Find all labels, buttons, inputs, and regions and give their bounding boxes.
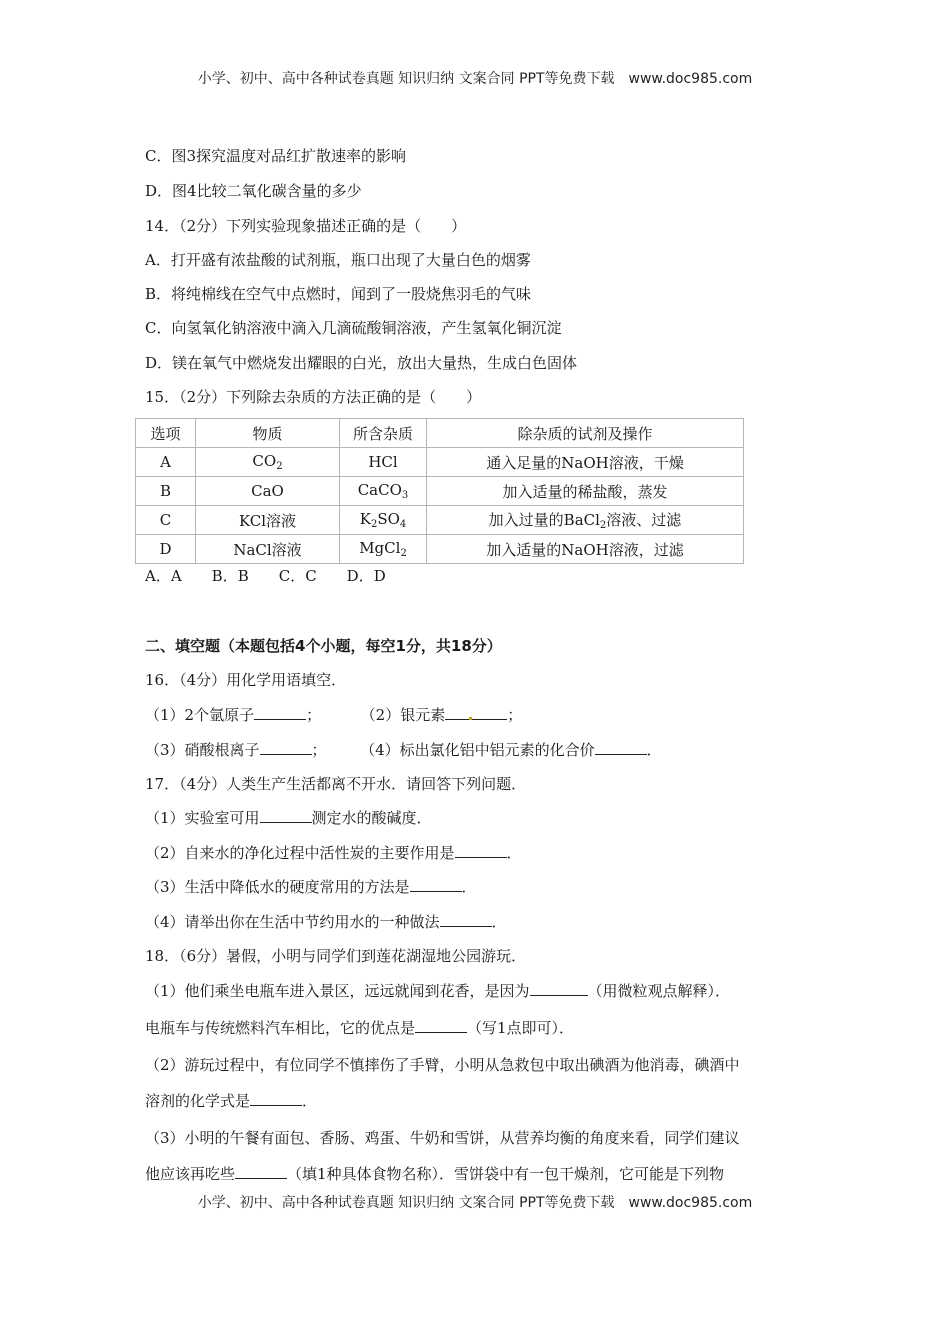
section-2-title: 二、填空题（本题包括4个小题，每空1分，共18分） (145, 637, 502, 655)
q16-stem: 16．（4分）用化学用语填空． (145, 671, 347, 689)
table-row (136, 506, 744, 535)
table-header-row (136, 419, 744, 448)
page-footer: 小学、初中、高中各种试卷真题 知识归纳 文案合同 PPT等免费下载 www.doc985.com (197, 1195, 753, 1211)
cell-substance: CaO (196, 477, 340, 506)
cell-method: 通入足量的NaOH溶液，干燥 (427, 448, 744, 477)
q18-stem: 18．（6分）暑假，小明与同学们到莲花湖湿地公园游玩． (145, 947, 527, 965)
q17-part-4: （4）请举出你在生活中节约用水的一种做法 ． (145, 913, 507, 931)
q17-part-1: （1）实验室可用 测定水的酸碱度． (145, 809, 432, 827)
col-header-method: 除杂质的试剂及操作 (427, 419, 744, 448)
q14-option-d: D．镁在氧气中燃烧发出耀眼的白光，放出大量热，生成白色固体 (145, 354, 578, 372)
cell-substance: NaCl溶液 (196, 535, 340, 564)
q14-option-a: A．打开盛有浓盐酸的试剂瓶，瓶口出现了大量白色的烟雾 (145, 251, 531, 269)
col-header-impurity: 所含杂质 (340, 419, 427, 448)
cell-option: A (136, 448, 196, 477)
cell-impurity: $K_2SO_4$ (340, 506, 427, 535)
col-header-substance: 物质 (196, 419, 340, 448)
q17-stem: 17．（4分）人类生产生活都离不开水．请回答下列问题． (145, 775, 527, 793)
cell-substance: KCl溶液 (196, 506, 340, 535)
q15-choices: A．A B．B C．C D．D (145, 567, 386, 585)
q13-option-c: C．图3探究温度对品红扩散速率的影响 (145, 147, 407, 165)
table-row (136, 477, 744, 506)
q15-table (135, 418, 744, 564)
q14-option-b: B．将纯棉线在空气中点燃时，闻到了一股烧焦羽毛的气味 (145, 285, 532, 303)
q14-stem: 14．（2分）下列实验现象描述正确的是（ ） (145, 217, 467, 235)
cell-method: 加入适量的稀盐酸，蒸发 (427, 477, 744, 506)
q18-part-2: （2）游玩过程中，有位同学不慎摔伤了手臂，小明从急救包中取出碘酒为他消毒，碘酒中 (145, 1056, 740, 1074)
table-row (136, 535, 744, 564)
q18-part-2-cont: 溶剂的化学式是 ． (145, 1092, 318, 1110)
page-header: 小学、初中、高中各种试卷真题 知识归纳 文案合同 PPT等免费下载 www.doc985.com (197, 71, 753, 87)
cell-option: C (136, 506, 196, 535)
q18-part-1: （1）他们乘坐电瓶车进入景区，远远就闻到花香，是因为 （用微粒观点解释）． (145, 982, 731, 1000)
cell-impurity: MgCl$_2$ (340, 535, 427, 564)
cell-option: D (136, 535, 196, 564)
q16-line-2: （3）硝酸根离子 ； （4）标出氯化铝中铝元素的化合价 ． (145, 741, 662, 759)
cell-impurity: CaCO$_3$ (340, 477, 427, 506)
cell-option: B (136, 477, 196, 506)
cell-substance: $CO_2$ (196, 448, 340, 477)
q14-option-c: C．向氢氧化钠溶液中滴入几滴硫酸铜溶液，产生氢氧化铜沉淀 (145, 319, 562, 337)
cell-method: 加入过量的BaCl$_2$溶液、过滤 (427, 506, 744, 535)
q13-option-d: D．图4比较二氧化碳含量的多少 (145, 182, 362, 200)
q17-part-3: （3）生活中降低水的硬度常用的方法是 ． (145, 878, 477, 896)
q16-line-1: （1）2个氩原子 ； （2）银元素 ； (145, 706, 523, 724)
q15-stem: 15．（2分）下列除去杂质的方法正确的是（ ） (145, 388, 482, 406)
col-header-option: 选项 (136, 419, 196, 448)
q18-part-3-cont: 他应该再吃些 （填1种具体食物名称）．雪饼袋中有一包干燥剂，它可能是下列物 (145, 1165, 725, 1183)
table-row (136, 448, 744, 477)
cell-impurity: HCl (340, 448, 427, 477)
cell-method: 加入适量的NaOH溶液，过滤 (427, 535, 744, 564)
q17-part-2: （2）自来水的净化过程中活性炭的主要作用是 ． (145, 844, 522, 862)
q18-part-1-cont: 电瓶车与传统燃料汽车相比，它的优点是 （写1点即可）． (145, 1019, 575, 1037)
q18-part-3: （3）小明的午餐有面包、香肠、鸡蛋、牛奶和雪饼，从营养均衡的角度来看，同学们建议 (145, 1129, 740, 1147)
